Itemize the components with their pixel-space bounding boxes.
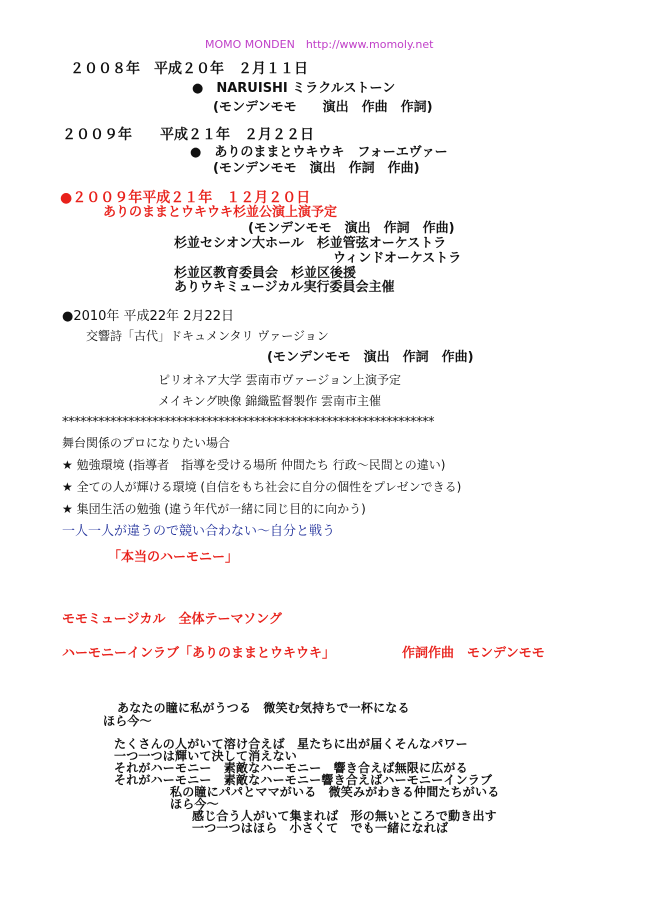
section-heading: 舞台関係のプロになりたい場合 [62, 436, 231, 450]
entry-2010-making: メイキング映像 錦織監督製作 雲南市主催 [158, 394, 382, 408]
entry-2008-title: ● NARUISHI ミラクルストーン [192, 81, 396, 96]
bullet-item: ★ 集団生活の勉強 (違う年代が一緒に同じ目的に向かう) [62, 502, 366, 516]
bullet-item: ★ 勉強環境 (指導者 指導を受ける場所 仲間たち 行政～民間との違い) [62, 458, 446, 472]
asterisk-divider: ************************************************************** [62, 415, 434, 430]
entry-2009b-credits: (モンデンモモ 演出 作詞 作曲) [248, 221, 455, 236]
bullet-item: ★ 全ての人が輝ける環境 (自信をもち社会に自分の個性をプレゼンできる) [62, 480, 462, 494]
lyric-line: あなたの瞳に私がうつる 微笑む気持ちで一杯になる [117, 701, 410, 715]
entry-2010-university: ピリオネア大学 雲南市ヴァージョン上演予定 [158, 373, 401, 387]
lyric-line: それがハーモニー 素敵なハーモニー 響き合えば無限に広がる [114, 761, 468, 775]
entry-2010-date: ●2010年 平成22年 2月22日 [62, 309, 235, 324]
entry-2009b-orchestra: ウィンドオーケストラ [333, 251, 462, 266]
lyric-line: ほら今～ [170, 797, 219, 811]
entry-2010-title: 交響詩「古代」ドキュメンタリ ヴァージョン [86, 329, 329, 343]
site-header: MOMO MONDEN http://www.momoly.net [205, 38, 434, 51]
lyric-line: 感じ合う人がいて集まれば 形の無いところで動き出す [192, 809, 497, 823]
slogan: 一人一人が違うので競い合わない～自分と戦う [62, 524, 336, 539]
entry-2009a-title: ● ありのままとウキウキ フォーエヴァー [190, 145, 448, 160]
song-title: ハーモニーインラブ「ありのままとウキウキ」 [62, 646, 336, 661]
entry-2009b-venue: 杉並セシオン大ホール 杉並管弦オーケストラ [174, 236, 447, 251]
song-credit: 作詞作曲 モンデンモモ [402, 646, 545, 661]
harmony-heading: 「本当のハーモニー」 [108, 550, 239, 565]
entry-2009a-date: ２００９年 平成２１年 ２月２２日 [62, 127, 314, 143]
entry-2009b-date: ●２００９年平成２１年 １２月２０日 [60, 190, 311, 206]
entry-2008-date: ２００８年 平成２０年 ２月１１日 [70, 61, 308, 77]
entry-2010-credits: (モンデンモモ 演出 作詞 作曲) [267, 350, 474, 365]
lyric-line: 一つ一つは輝いて決して消えない [114, 749, 298, 763]
theme-title: モモミュージカル 全体テーマソング [62, 612, 282, 627]
entry-2009b-support: 杉並区教育委員会 杉並区後援 [174, 266, 357, 281]
entry-2009b-title: ありのままとウキウキ杉並公演上演予定 [103, 205, 338, 220]
entry-2009b-host: ありウキミュージカル実行委員会主催 [174, 280, 395, 295]
entry-2009a-credits: (モンデンモモ 演出 作詞 作曲) [213, 161, 420, 176]
lyric-line: ほら今～ [103, 714, 152, 728]
lyric-line: 私の瞳にパパとママがいる 微笑みがわきる仲間たちがいる [170, 785, 500, 799]
lyric-line: それがハーモニー 素敵なハーモニー響き合えばハーモニーインラブ [114, 773, 493, 787]
lyric-line: 一つ一つはほら 小さくて でも一緒になれば [192, 821, 449, 835]
lyric-line: たくさんの人がいて溶け合えば 星たちに出が届くそんなパワー [114, 737, 468, 751]
entry-2008-credits: (モンデンモモ 演出 作曲 作詞) [213, 100, 433, 115]
